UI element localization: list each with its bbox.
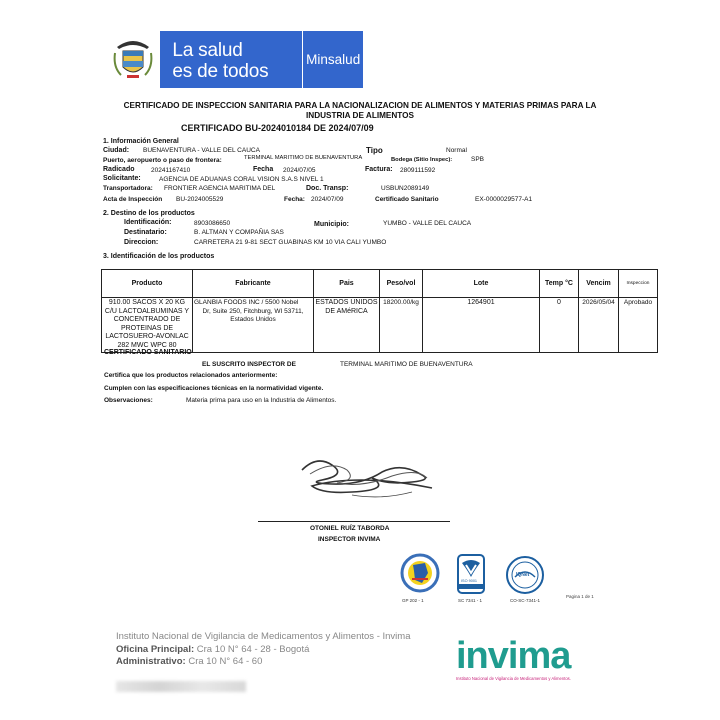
acta-value: BU-2024005529	[176, 196, 224, 203]
cell-temp: 0	[540, 298, 579, 353]
iso-label: ISO 9001	[461, 579, 478, 583]
footer-oficina	[116, 644, 309, 655]
col-peso: Peso/vol	[380, 270, 423, 298]
slogan-line1: La salud	[172, 40, 243, 61]
ciudad-label: Ciudad:	[103, 147, 130, 154]
cert-sanitario-label: Certificado Sanitario	[375, 196, 439, 203]
solicitante-label: Solicitante:	[103, 175, 141, 182]
seal2-code: SC 7341 - 1	[458, 598, 483, 603]
cert-sanitario-heading: CERTIFICADO SANITARIO	[104, 349, 192, 356]
fecha-value: 2024/07/05	[283, 167, 316, 174]
inspector-label: EL SUSCRITO INSPECTOR DE	[202, 361, 296, 368]
inspector-place: TERMINAL MARITIMO DE BUENAVENTURA	[340, 361, 473, 368]
ciudad-value: BUENAVENTURA - VALLE DEL CAUCA	[143, 147, 260, 154]
oficina-label: Oficina Principal:	[116, 644, 195, 655]
producto-line: 282 MWC WPC 80	[117, 341, 177, 349]
puerto-label: Puerto, aeropuerto o paso de frontera:	[103, 157, 222, 164]
pais-line: DE AMéRICA	[325, 307, 368, 315]
transportadora-value: FRONTIER AGENCIA MARITIMA DEL	[164, 185, 276, 192]
signature-scribble	[292, 450, 442, 510]
footer-institute: Instituto Nacional de Vigilancia de Medicamentos y Alimentos - Invima	[116, 631, 411, 642]
oficina-value: Cra 10 N° 64 - 28 - Bogotá	[196, 644, 310, 655]
table-row	[102, 298, 658, 353]
page-number: Pagina 1 de 1	[566, 594, 594, 599]
identificacion-value: 8903086650	[194, 220, 231, 227]
col-producto: Producto	[102, 270, 193, 298]
acta-label: Acta de Inspección	[103, 196, 163, 203]
puerto-value: TERMINAL MARITIMO DE BUENAVENTURA	[244, 155, 363, 161]
table-header-row	[102, 270, 658, 298]
slogan-line2: es de todos	[172, 61, 269, 82]
certifica-line: Certifica que los productos relacionados anteriormente:	[104, 372, 278, 379]
fabricante-line: Estados Unidos	[230, 316, 276, 324]
fabricante-line: Dr, Suite 250, Fitchburg, WI 53711,	[202, 307, 304, 315]
cell-lote: 1264901	[423, 298, 540, 353]
factura-label: Factura:	[365, 166, 393, 173]
minsalud-banner	[106, 31, 363, 88]
cell-pais	[314, 298, 380, 353]
transportadora-label: Transportadora:	[103, 185, 153, 192]
redacted-contact	[116, 681, 246, 692]
quality-seal-colombia-icon	[400, 553, 440, 597]
seal1-code: GP 202 - 1	[402, 598, 424, 603]
section-destino-heading: 2. Destino de los productos	[103, 210, 195, 217]
products-table	[101, 269, 658, 353]
radicado-label: Radicado	[103, 166, 135, 173]
document-title: CERTIFICADO DE INSPECCION SANITARIA PARA LA NACIONALIZACION DE ALIMENTOS Y MATERIAS PRIMAS PARA LA INDUSTRIA DE ALIMENTOS	[123, 101, 597, 120]
colombia-crest-icon	[106, 31, 160, 88]
producto-line: PROTEINAS DE	[120, 324, 174, 332]
slogan-block	[160, 31, 302, 88]
invima-tagline: Instituto Nacional de Vigilancia de Medicamentos y Alimentos.	[456, 676, 571, 681]
certificate-number: CERTIFICADO BU-2024010184 DE 2024/07/09	[181, 123, 374, 133]
cell-fabricante	[193, 298, 314, 353]
solicitante-value: AGENCIA DE ADUANAS CORAL VISION S.A.S NIVEL 1	[159, 176, 324, 183]
seal3-code: CO-SC-7341-1	[510, 598, 541, 603]
observaciones-value: Materia prima para uso en la Industria de Alimentos.	[186, 397, 337, 404]
signer-role: INSPECTOR INVIMA	[318, 536, 381, 543]
cell-vencim: 2026/05/04	[579, 298, 619, 353]
municipio-value: YUMBO - VALLE DEL CAUCA	[383, 220, 472, 227]
invima-logo	[456, 637, 586, 687]
radicado-value: 20241167410	[151, 167, 191, 174]
minsalud-brand: Minsalud	[302, 31, 363, 88]
producto-line: C/U LACTOALBUMINAS Y	[104, 307, 190, 315]
cell-producto	[102, 298, 193, 353]
tipo-label: Tipo	[366, 146, 383, 155]
bodega-label: Bodega (Sitio Inspec):	[391, 157, 453, 163]
doc-transp-label: Doc. Transp:	[306, 185, 349, 192]
signature-line	[258, 521, 450, 522]
producto-line: LACTOSUERO-AVONLAC	[105, 333, 189, 341]
destinatario-value: B. ALTMAN Y COMPAÑIA SAS	[194, 229, 284, 236]
col-lote: Lote	[423, 270, 540, 298]
direccion-value: CARRETERA 21 9-81 SECT GUABINAS KM 10 VIA CALI YUMBO	[194, 239, 387, 246]
factura-value: 2809111592	[400, 167, 436, 174]
doc-transp-value: USBUN2089149	[381, 185, 430, 192]
iqnet-label: IQNet	[516, 572, 530, 578]
producto-line: 910.00 SACOS X 20 KG	[108, 299, 186, 306]
col-pais: Pais	[314, 270, 380, 298]
cumplen-line: Cumplen con las especificaciones técnicas en la normatividad vigente.	[104, 385, 324, 392]
footer-admin	[116, 656, 262, 667]
iso-9001-seal-icon	[456, 553, 486, 597]
municipio-label: Municipio:	[314, 221, 349, 228]
col-fabricante: Fabricante	[193, 270, 314, 298]
fabricante-line: GLANBIA FOODS INC / 5500 Nobel	[194, 299, 299, 306]
direccion-label: Direccion:	[124, 239, 159, 246]
section-general-heading: 1. Información General	[103, 138, 179, 145]
admin-label: Administrativo:	[116, 656, 186, 667]
identificacion-label: Identificación:	[124, 219, 172, 226]
producto-line: CONCENTRADO DE	[113, 316, 181, 324]
col-temp: Temp °C	[540, 270, 579, 298]
section-productos-heading: 3. Identificación de los productos	[103, 253, 215, 260]
tipo-value: Normal	[446, 147, 467, 154]
cell-inspeccion: Aprobado	[619, 298, 658, 353]
cert-sanitario-value: EX-0000029577-A1	[475, 196, 533, 203]
fecha-label: Fecha	[253, 166, 274, 173]
bodega-value: SPB	[471, 156, 485, 163]
col-inspeccion: Inspeccion	[619, 270, 658, 298]
fecha2-label: Fecha:	[284, 196, 305, 203]
pais-line: ESTADOS UNIDOS	[315, 299, 378, 306]
fecha2-value: 2024/07/09	[311, 196, 344, 203]
admin-value: Cra 10 N° 64 - 60	[188, 656, 263, 667]
cell-peso: 18200.00/kg	[380, 298, 423, 353]
signer-name: OTONIEL RUÍZ TABORDA	[310, 525, 390, 532]
col-vencim: Vencim	[579, 270, 619, 298]
destinatario-label: Destinatario:	[124, 229, 167, 236]
invima-wordmark: invima	[456, 635, 571, 677]
observaciones-label: Observaciones:	[104, 397, 153, 404]
